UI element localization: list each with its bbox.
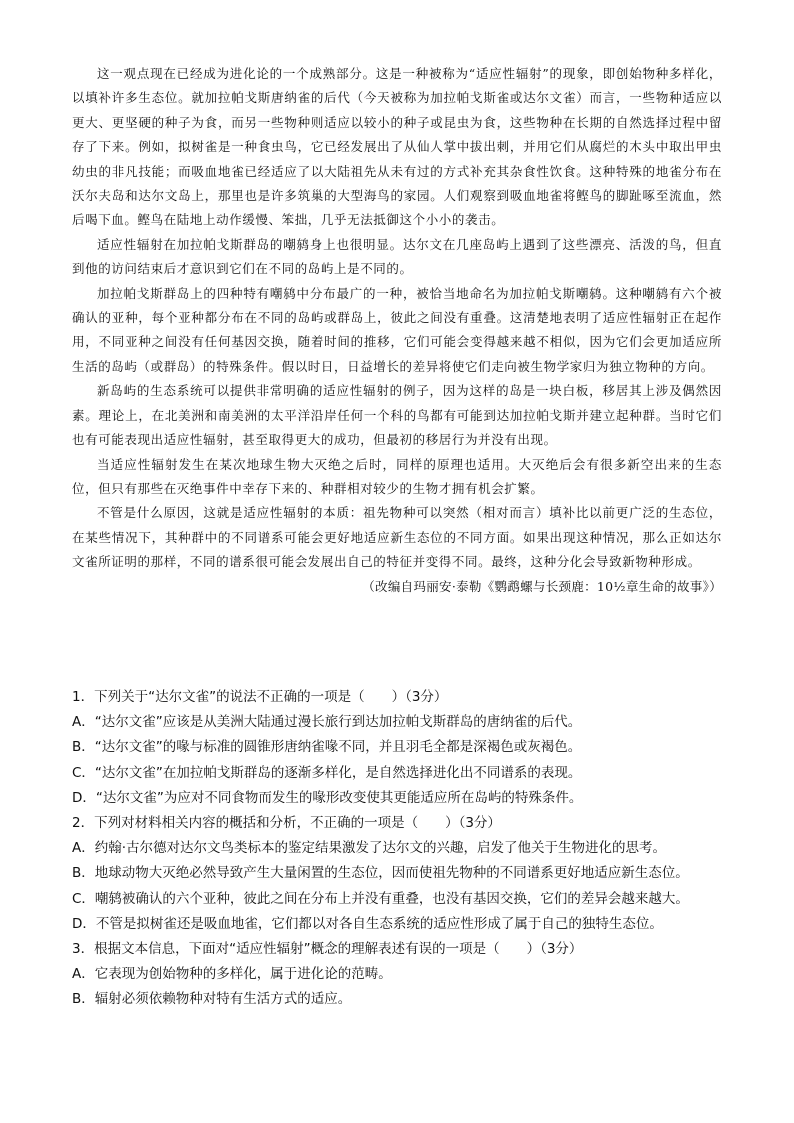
passage-paragraph-1: 这一观点现在已经成为进化论的一个成熟部分。这是一种被称为“适应性辐射”的现象，即创始物种多样化，以填补许多生态位。就加拉帕戈斯唐纳雀的后代（今天被称为加拉帕戈斯雀或达尔文雀）而言，一些物种适应以更大、更坚硬的种子为食，而另一些物种则适应以较小的种子或昆虫为食，这些物种在长期的自然选择过程中留存了下来。例如，拟树雀是一种食虫鸟，它已经发展出了从仙人掌中拔出刺，并用它们从腐烂的木头中取出甲虫幼虫的非凡技能；而吸血地雀已经适应了以大陆祖先从未有过的方式补充其杂食性饮食。这种特殊的地雀分布在沃尔夫岛和达尔文岛上，那里也是许多筑巢的大型海鸟的家园。人们观察到吸血地雀将鲣鸟的脚趾啄至流血，然后喝下血。鲣鸟在陆地上动作缓慢、笨拙，几乎无法抵御这个小小的袭击。: [72, 66, 722, 228]
option-b: B．地球动物大灭绝必然导致产生大量闲置的生态位，因而使祖先物种的不同谱系更好地适应新生态位。: [72, 865, 689, 882]
option-d: D．“达尔文雀”为应对不同食物而发生的喙形改变使其更能适应所在岛屿的特殊条件。: [72, 789, 583, 806]
question-2: [72, 811, 732, 937]
passage-source-citation: （改编自玛丽安·泰勒《鹦鹉螺与长颈鹿：10½章生命的故事》）: [362, 578, 722, 594]
option-c: C．嘲鸫被确认的六个亚种，彼此之间在分布上并没有重叠，也没有基因交换，它们的差异会越来越大。: [72, 890, 689, 907]
reading-passage: [72, 62, 722, 599]
question-stem: 2．下列对材料相关内容的概括和分析，不正确的一项是（ ）（3分）: [72, 815, 501, 832]
option-a: A．“达尔文雀”应该是从美洲大陆通过漫长旅行到达加拉帕戈斯群岛的唐纳雀的后代。: [72, 714, 582, 731]
question-stem: 1．下列关于“达尔文雀”的说法不正确的一项是（ ）（3分）: [72, 689, 448, 705]
question-3: [72, 937, 732, 1013]
question-list: [72, 685, 732, 1013]
passage-paragraph-3: 加拉帕戈斯群岛上的四种特有嘲鸫中分布最广的一种，被恰当地命名为加拉帕戈斯嘲鸫。这种嘲鸫有六个被确认的亚种，每个亚种都分布在不同的岛屿或群岛上，彼此之间没有重叠。这清楚地表明了适应性辐射正在起作用，不同亚种之间没有任何基因交换，随着时间的推移，它们可能会变得越来越不相似，因为它们会更加适应所生活的岛屿（或群岛）的特殊条件。假以时日，日益增长的差异将使它们走向被生物学家归为独立物种的方向。: [72, 285, 722, 374]
option-a: A．它表现为创始物种的多样化，属于进化论的范畴。: [72, 966, 392, 983]
passage-paragraph-6: 不管是什么原因，这就是适应性辐射的本质：祖先物种可以突然（相对而言）填补比以前更广泛的生态位，在某些情况下，其种群中的不同谱系可能会更好地适应新生态位的不同方面。如果出现这种情况，那么正如达尔文雀所证明的那样，不同的谱系很可能会发展出自己的特征并变得不同。最终，这种分化会导致新物种形成。: [72, 505, 722, 570]
option-a: A．约翰·古尔德对达尔文鸟类标本的鉴定结果激发了达尔文的兴趣，启发了他关于生物进化的思考。: [72, 840, 667, 857]
passage-paragraph-4: 新岛屿的生态系统可以提供非常明确的适应性辐射的例子，因为这样的岛是一块白板，移居其上涉及偶然因素。理论上，在北美洲和南美洲的太平洋沿岸任何一个科的鸟都有可能到达加拉帕戈斯并建立起种群。当时它们也有可能表现出适应性辐射，甚至取得更大的成功，但最初的移居行为并没有出现。: [72, 383, 722, 448]
option-b: B．“达尔文雀”的喙与标准的圆锥形唐纳雀喙不同，并且羽毛全都是深褐色或灰褐色。: [72, 739, 582, 756]
option-b: B．辐射必须依赖物种对特有生活方式的适应。: [72, 991, 352, 1008]
passage-paragraph-2: 适应性辐射在加拉帕戈斯群岛的嘲鸫身上也很明显。达尔文在几座岛屿上遇到了这些漂亮、活泼的鸟，但直到他的访问结束后才意识到它们在不同的岛屿上是不同的。: [72, 236, 722, 277]
option-d: D．不管是拟树雀还是吸血地雀，它们都以对各自生态系统的适应性形成了属于自己的独特生态位。: [72, 915, 663, 932]
passage-paragraph-5: 当适应性辐射发生在某次地球生物大灭绝之后时，同样的原理也适用。大灭绝后会有很多新空出来的生态位，但只有那些在灭绝事件中幸存下来的、种群相对较少的生物才拥有机会扩繁。: [72, 456, 722, 496]
question-1: [72, 685, 732, 811]
option-c: C．“达尔文雀”在加拉帕戈斯群岛的逐渐多样化，是自然选择进化出不同谱系的表现。: [72, 764, 582, 781]
question-stem: 3．根据文本信息，下面对“适应性辐射”概念的理解表述有误的一项是（ ）（3分）: [72, 941, 583, 958]
